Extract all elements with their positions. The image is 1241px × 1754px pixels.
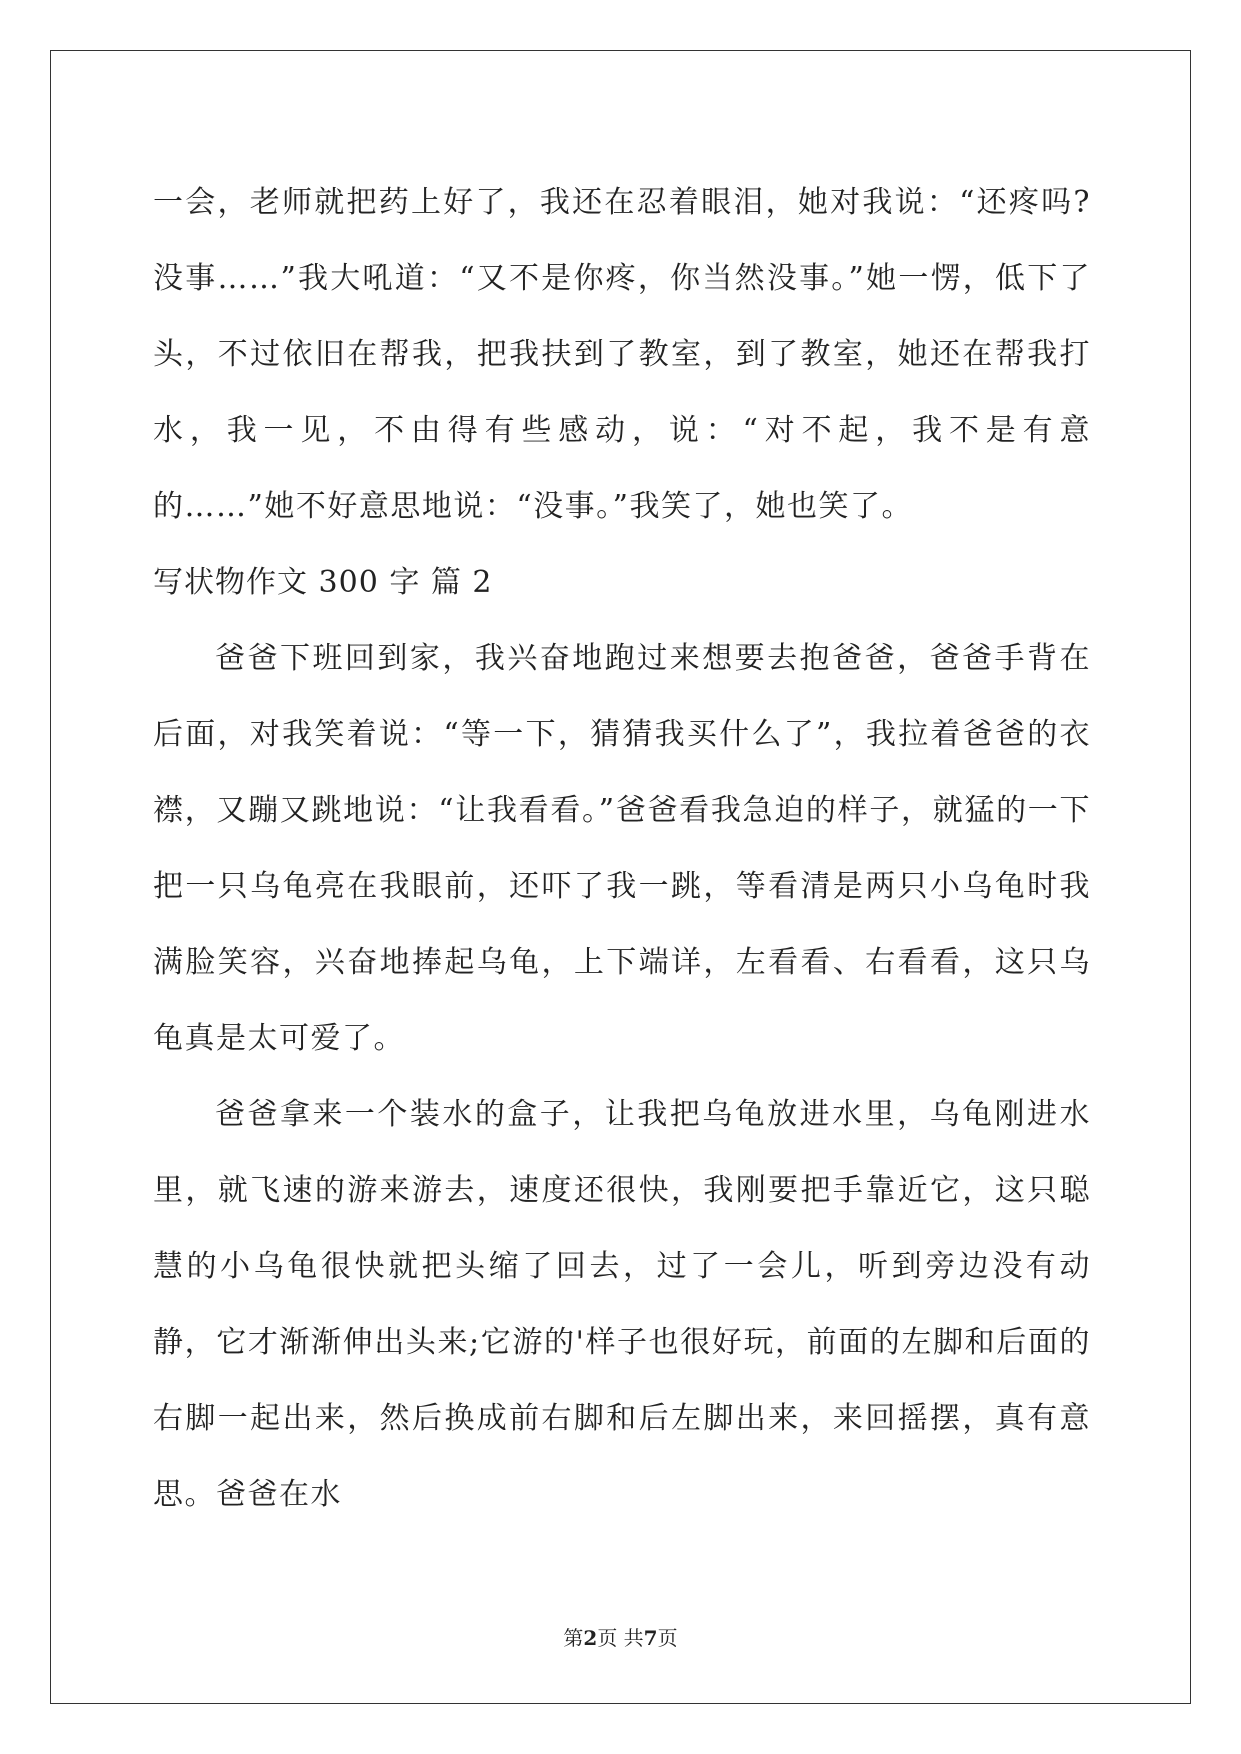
page-total: 7 (643, 1626, 658, 1650)
page-mid: 页 共 (597, 1626, 644, 1650)
continued-paragraph: 一会，老师就把药上好了，我还在忍着眼泪，她对我说：“还疼吗?没事……”我大吼道：“又不是你疼，你当然没事。”她一愣，低下了头，不过依旧在帮我，把我扶到了教室，到了教室，她还在帮我打水，我一见，不由得有些感动，说：“对不起，我不是有意的……”她不好意思地说：“没事。”我笑了，她也笑了。 (153, 185, 1091, 524)
page-prefix: 第 (563, 1626, 584, 1650)
page-suffix: 页 (657, 1626, 678, 1650)
page-footer (0, 1622, 1241, 1651)
page-current: 2 (583, 1626, 598, 1650)
paragraph-2: 爸爸拿来一个装水的盒子，让我把乌龟放进水里，乌龟刚进水里，就飞速的游来游去，速度还很快，我刚要把手靠近它，这只聪慧的小乌龟很快就把头缩了回去，过了一会儿，听到旁边没有动静，它才渐渐伸出头来;它游的'样子也很好玩，前面的左脚和后面的右脚一起出来，然后换成前右脚和后左脚出来，来回摇摆，真有意思。爸爸在水 (153, 1097, 1091, 1512)
paragraph-1: 爸爸下班回到家，我兴奋地跑过来想要去抱爸爸，爸爸手背在后面，对我笑着说：“等一下，猜猜我买什么了”，我拉着爸爸的衣襟，又蹦又跳地说：“让我看看。”爸爸看我急迫的样子，就猛的一下把一只乌龟亮在我眼前，还吓了我一跳，等看清是两只小乌龟时我满脸笑容，兴奋地捧起乌龟，上下端详，左看看、右看看，这只乌龟真是太可爱了。 (153, 641, 1091, 1056)
section-heading: 写状物作文 300 字 篇 2 (153, 565, 493, 600)
document-body (153, 165, 1091, 1533)
